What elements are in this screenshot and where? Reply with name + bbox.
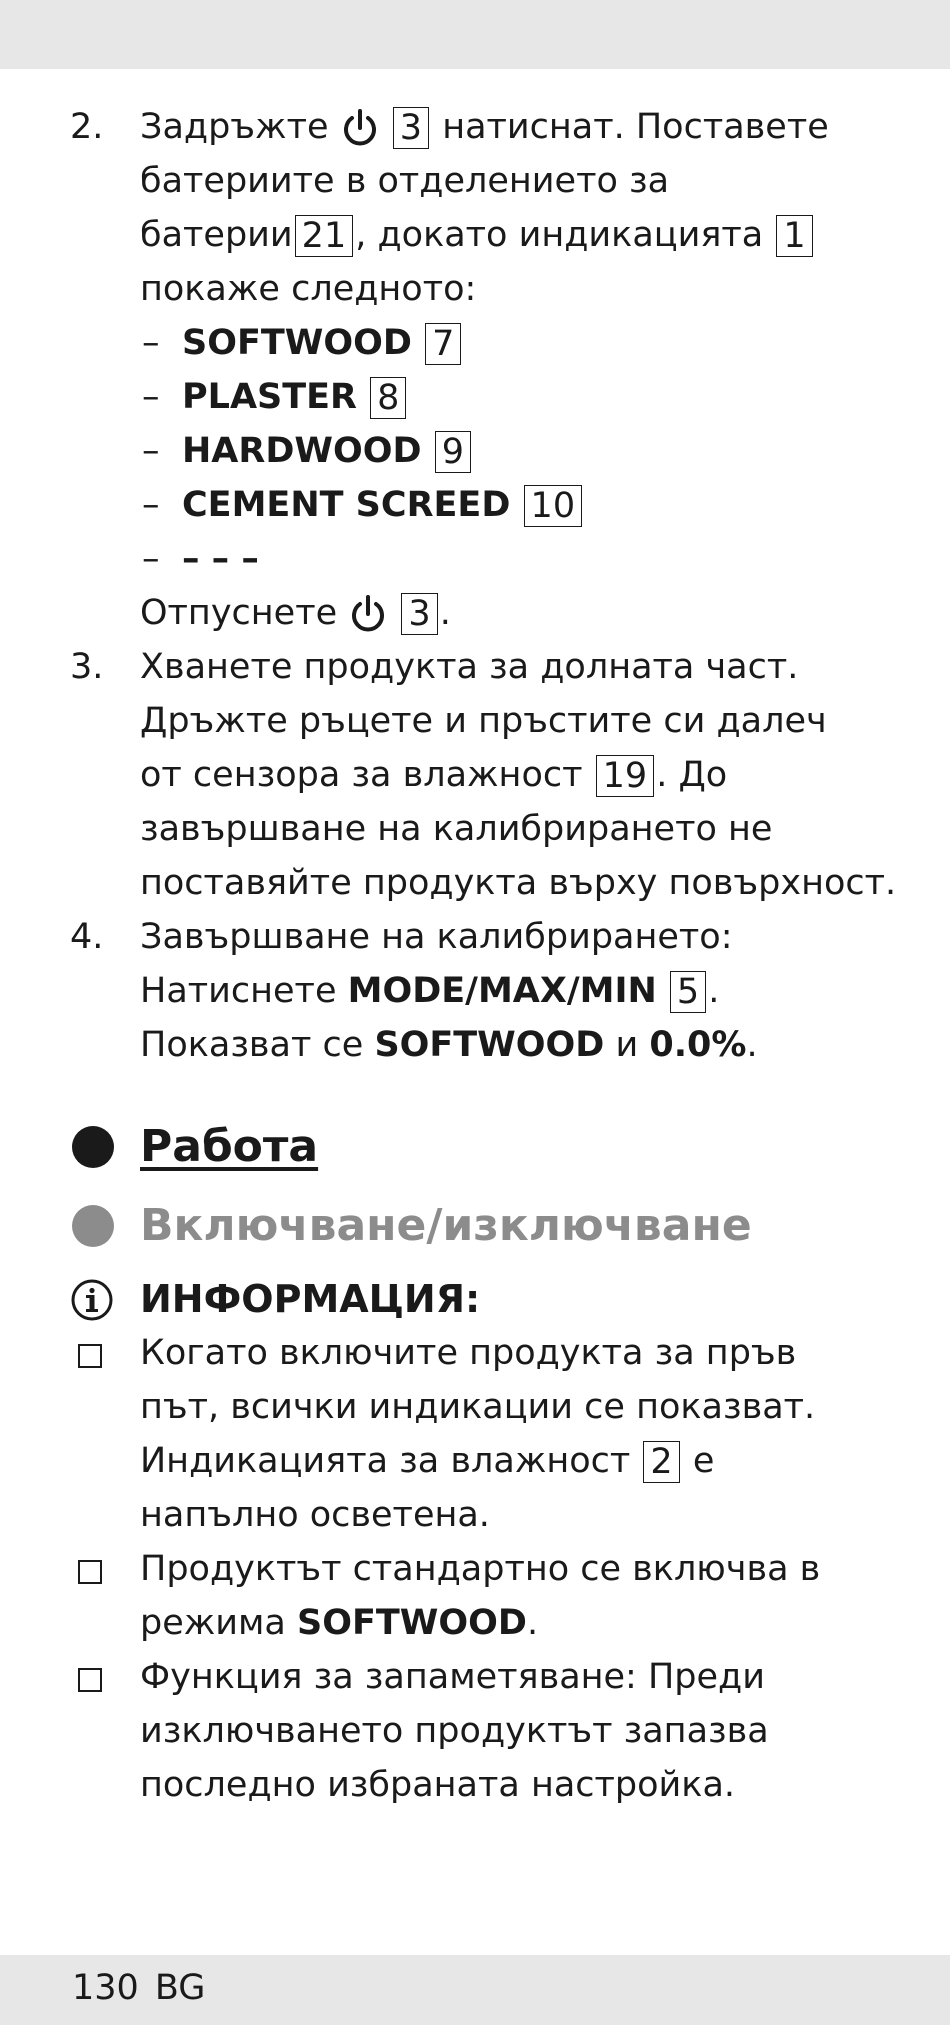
info3-line1: Функция за запаметяване: Преди (140, 1657, 765, 1697)
text: Натиснете (140, 971, 337, 1011)
text: . (708, 971, 720, 1011)
option-softwood (182, 316, 463, 370)
info3-line3: последно избраната настройка. (140, 1765, 736, 1805)
dash: – (142, 377, 160, 417)
text: натиснат. Поставете (442, 107, 829, 147)
info2-line2 (140, 1596, 538, 1650)
step2-line2: батериите в отделението за (140, 161, 670, 201)
step2-release (140, 586, 451, 640)
step-number: 3. (70, 647, 104, 687)
step3-line4: завършване на калибрирането не (140, 809, 773, 849)
reference-number: 5 (670, 971, 706, 1013)
text: Индикацията за влажност (140, 1441, 631, 1481)
dash: – (142, 539, 160, 579)
dash: – (142, 323, 160, 363)
option-plaster (182, 370, 408, 424)
info-icon (70, 1278, 114, 1322)
checkbox-icon (78, 1668, 102, 1692)
text: . (746, 1025, 758, 1065)
reference-number: 8 (370, 377, 406, 419)
bullet-icon (72, 1126, 114, 1168)
text: Задръжте (140, 107, 329, 147)
mode-label: SOFTWOOD (297, 1603, 527, 1643)
step3-line3 (140, 748, 727, 802)
step-number: 4. (70, 917, 104, 957)
option-cement-screed (182, 478, 584, 532)
page-number: 130 (72, 1968, 139, 2008)
option-label: SOFTWOOD (182, 323, 412, 363)
reference-number: 10 (524, 485, 583, 527)
step4-line3 (140, 1018, 758, 1072)
text: е (692, 1441, 715, 1481)
text: от сензора за влажност (140, 755, 583, 795)
info1-line3 (140, 1434, 714, 1488)
top-band (0, 0, 950, 69)
info3-line2: изключването продуктът запазва (140, 1711, 769, 1751)
step3-line5: поставяйте продукта върху повърхност. (140, 863, 897, 903)
step4-line2 (140, 964, 719, 1018)
step4-line1: Завършване на калибрирането: (140, 917, 733, 957)
option-label: – – – (182, 539, 259, 579)
info1-line2: път, всички индикации се показват. (140, 1387, 816, 1427)
reference-number: 3 (401, 593, 437, 635)
power-icon (348, 594, 388, 634)
info2-line1: Продуктът стандартно се включва в (140, 1549, 821, 1589)
checkbox-icon (78, 1344, 102, 1368)
option-label: HARDWOOD (182, 431, 422, 471)
text: . (439, 593, 451, 633)
text: . До (656, 755, 728, 795)
heading-on-off: Включване/изключване (140, 1200, 752, 1251)
text: и (615, 1025, 639, 1065)
heading-work: Работа (140, 1121, 319, 1172)
text: режима (140, 1603, 286, 1643)
reference-number: 7 (425, 323, 461, 365)
reference-number: 1 (776, 215, 812, 257)
text: , докато индикацията (355, 215, 764, 255)
info1-line1: Когато включите продукта за пръв (140, 1333, 797, 1373)
info1-line4: напълно осветена. (140, 1495, 490, 1535)
reference-number: 2 (643, 1441, 679, 1483)
mode-label: SOFTWOOD (374, 1025, 605, 1065)
reference-number: 9 (435, 431, 471, 473)
step-number: 2. (70, 107, 104, 147)
dash: – (142, 485, 160, 525)
text: . (526, 1603, 539, 1643)
option-blank (182, 532, 259, 586)
text: Отпуснете (140, 593, 338, 633)
heading-info: ИНФОРМАЦИЯ: (140, 1277, 481, 1321)
option-label: CEMENT SCREED (182, 485, 511, 525)
text: Показват се (140, 1025, 364, 1065)
dash: – (142, 431, 160, 471)
reference-number: 19 (596, 755, 655, 797)
value-label: 0.0% (649, 1025, 747, 1065)
option-label: PLASTER (182, 377, 357, 417)
power-icon (340, 108, 380, 148)
text: батерии (140, 215, 293, 255)
checkbox-icon (78, 1560, 102, 1584)
language-code: BG (154, 1968, 206, 2008)
step3-line2: Дръжте ръцете и пръстите си далеч (140, 701, 827, 741)
step3-line1: Хванете продукта за долната част. (140, 647, 799, 687)
option-hardwood (182, 424, 473, 478)
step2-line3 (140, 208, 815, 262)
page-footer (72, 1958, 221, 2018)
mode-button-label: MODE/MAX/MIN (347, 971, 657, 1011)
reference-number: 21 (295, 215, 354, 257)
bullet-icon (72, 1205, 114, 1247)
reference-number: 3 (393, 107, 429, 149)
step2-line4: покаже следното: (140, 269, 477, 309)
step2-line1 (140, 100, 829, 154)
